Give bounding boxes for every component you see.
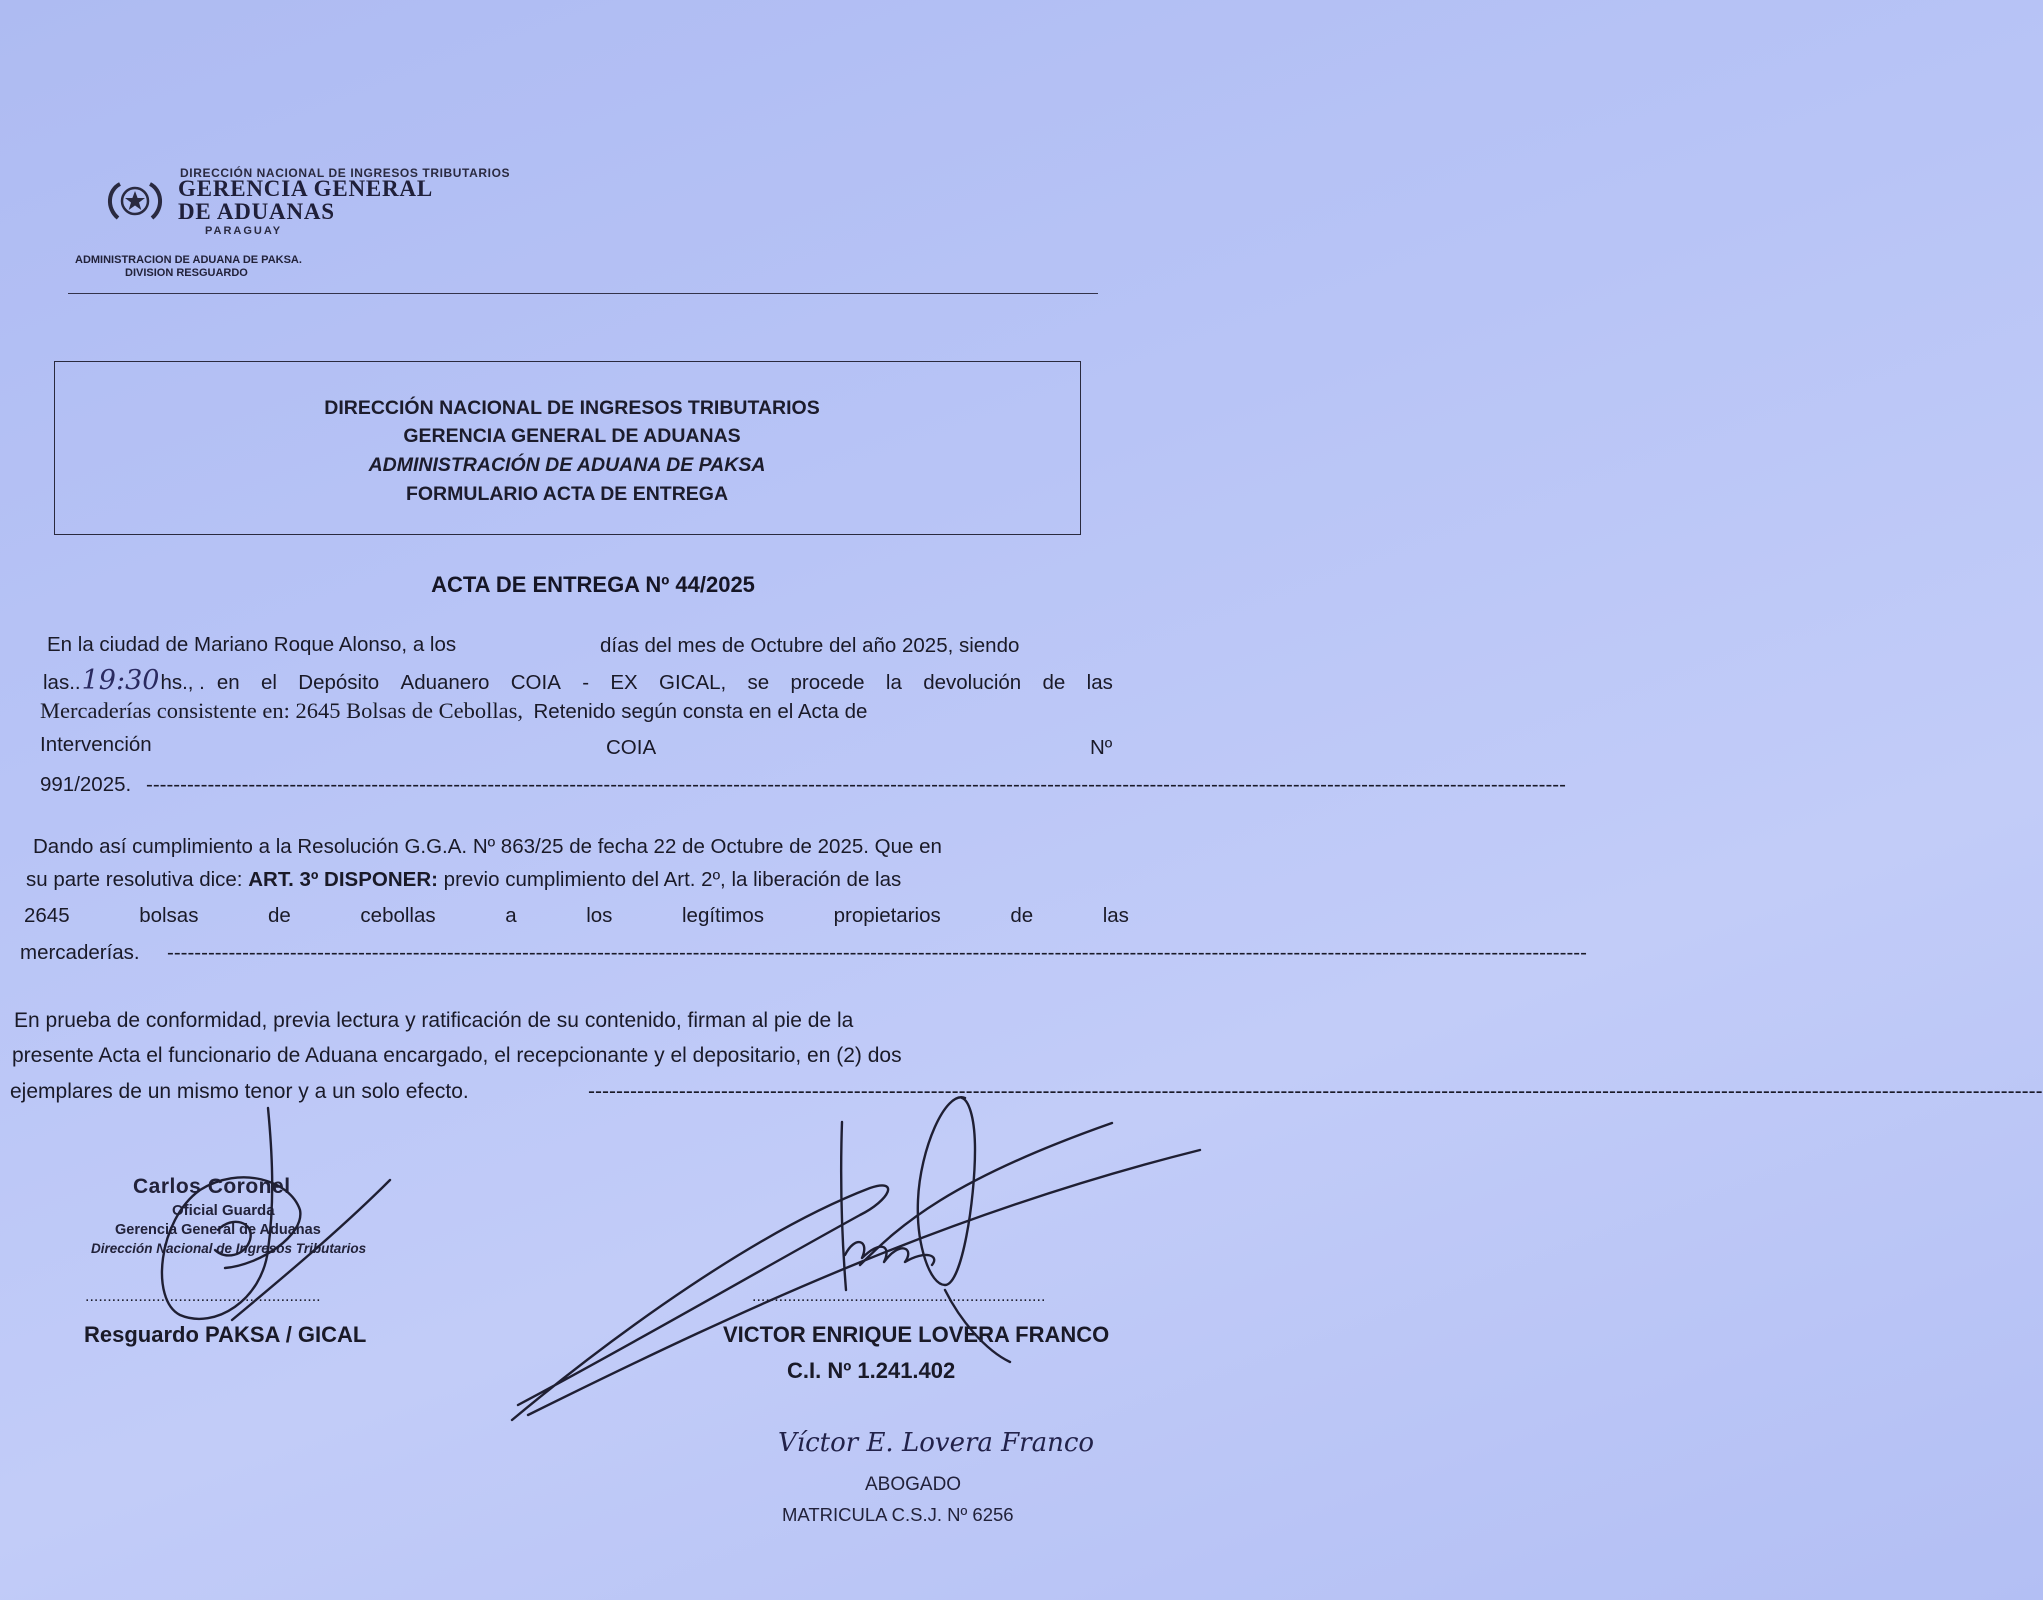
- para1-line2-word: Depósito: [298, 671, 380, 694]
- para2-line3-word: cebollas: [360, 904, 436, 927]
- right-signature-name: VICTOR ENRIQUE LOVERA FRANCO: [723, 1322, 1110, 1347]
- para2-line3-word: bolsas: [139, 904, 199, 927]
- para2-line2-bold: ART. 3º DISPONER:: [248, 868, 438, 891]
- para1-line2-word: de: [1042, 671, 1066, 694]
- right-signature-cross: [860, 1123, 1112, 1265]
- header-line-2: GERENCIA GENERAL DE ADUANAS: [403, 425, 741, 447]
- para1-line2-word: procede: [790, 671, 865, 694]
- header-line-1: DIRECCIÓN NACIONAL DE INGRESOS TRIBUTARIOS: [324, 397, 820, 419]
- left-signature-stroke: [232, 1180, 390, 1320]
- para1-line2-word: EX: [610, 671, 638, 694]
- letterhead-admin-line2: DIVISION RESGUARDO: [125, 267, 248, 279]
- para1-line2-word: -: [582, 671, 590, 694]
- para2-line2-b: previo cumplimiento del Art. 2º, la liberación de las: [443, 868, 902, 891]
- handwritten-time: 19:30: [81, 665, 160, 696]
- para2-line2-a: su parte resolutiva dice:: [26, 868, 243, 891]
- para1-line2-word: en: [216, 671, 240, 694]
- para3-line1: En prueba de conformidad, previa lectura y ratificación de su contenido, firman al pie de la: [14, 1009, 854, 1032]
- para1-line2-word: COIA: [510, 671, 561, 694]
- para1-line2-word: se: [747, 671, 770, 694]
- para2-line4: mercaderías.: [20, 941, 140, 964]
- left-signature-loop: [215, 1222, 251, 1256]
- right-stamp-matricula: MATRICULA C.S.J. Nº 6256: [782, 1504, 1014, 1525]
- letterhead-country: PARAGUAY: [205, 225, 283, 237]
- right-stamp-script: Víctor E. Lovera Franco: [778, 1428, 1095, 1458]
- para1-line4c: Nº: [1090, 736, 1113, 759]
- para1-line4b: COIA: [606, 736, 657, 759]
- para1-line2-prefix: las: [43, 671, 70, 694]
- para1-line3-serif: Mercaderías consistente en: 2645 Bolsas de Cebollas,: [40, 698, 524, 723]
- left-stamp-org1: Gerencia General de Aduanas: [115, 1222, 321, 1238]
- para1-line2-word: Aduanero: [400, 671, 490, 694]
- para2-line3-word: a: [505, 904, 517, 927]
- para3-line3: ejemplares de un mismo tenor y a un solo efecto.: [10, 1080, 469, 1103]
- left-stamp-org2: Dirección Nacional de Ingresos Tributarios: [91, 1241, 367, 1256]
- right-signature-line: ..................................................................: [752, 1288, 1046, 1305]
- para3-dash-fill: ----------------------------------------------------------------------------------------------------------------------------------------------------------------------------------------------------------------: [588, 1080, 2043, 1103]
- para2-line3-word: 2645: [24, 904, 70, 927]
- letterhead-name-line1: GERENCIA GENERAL: [178, 176, 433, 201]
- para1-line5: 991/2025.: [40, 773, 132, 796]
- para3-line2: presente Acta el funcionario de Aduana encargado, el recepcionante y el depositario, en (2) dos: [12, 1044, 902, 1067]
- para1-line2-hs: hs., .: [160, 671, 205, 694]
- para1-line1b: días del mes de Octubre del año 2025, siendo: [600, 634, 1020, 657]
- letterhead-admin-line1: ADMINISTRACION DE ADUANA DE PAKSA.: [75, 254, 302, 266]
- para1-line1a: En la ciudad de Mariano Roque Alonso, a los: [47, 633, 457, 656]
- left-signature-line: .....................................................: [85, 1288, 321, 1305]
- para1-line2-word: devolución: [923, 671, 1022, 694]
- para2-dash-fill: ----------------------------------------------------------------------------------------------------------------------------------------------------------------------------------------------------------------: [167, 941, 1587, 964]
- para2-line3-word: legítimos: [682, 904, 765, 927]
- right-stamp-title: ABOGADO: [865, 1474, 962, 1495]
- right-signature-upper-stroke: [841, 1122, 846, 1290]
- para2-line3-word: propietarios: [833, 904, 941, 927]
- para1-line2-word: las: [1086, 671, 1113, 694]
- para1-line2-word: la: [885, 671, 902, 694]
- para2-line3-word: las: [1102, 904, 1129, 927]
- right-signature-main-stroke: [512, 1185, 888, 1420]
- para1-dash-fill: ----------------------------------------------------------------------------------------------------------------------------------------------------------------------------------------------------------------: [146, 773, 1566, 796]
- right-signature-loop: [918, 1097, 975, 1285]
- left-signature-label: Resguardo PAKSA / GICAL: [84, 1322, 367, 1347]
- para1-line2-dots: ..: [69, 671, 81, 694]
- left-stamp-role: Oficial Guarda: [172, 1202, 275, 1219]
- para1-line2-word: GICAL,: [659, 671, 727, 694]
- para2-line3-word: de: [1010, 904, 1034, 927]
- letterhead-top-line: DIRECCIÓN NACIONAL DE INGRESOS TRIBUTARIOS: [180, 166, 511, 180]
- left-stamp-name: Carlos Coronel: [133, 1175, 291, 1198]
- letterhead-name-line2: DE ADUANAS: [178, 199, 335, 224]
- right-signature-tail: [945, 1290, 1010, 1362]
- para1-line2-word: el: [261, 671, 277, 694]
- para2-line3-word: los: [586, 904, 613, 927]
- left-signature-scribble: [162, 1108, 300, 1319]
- right-signature-ci: C.I. Nº 1.241.402: [787, 1358, 956, 1383]
- header-line-3: ADMINISTRACIÓN DE ADUANA DE PAKSA: [368, 454, 766, 476]
- para2-line3-word: de: [268, 904, 291, 927]
- acta-title: ACTA DE ENTREGA Nº 44/2025: [431, 572, 755, 597]
- para1-line3-rest: Retenido según consta en el Acta de: [533, 700, 868, 723]
- para2-line1: Dando así cumplimiento a la Resolución G.G.A. Nº 863/25 de fecha 22 de Octubre de 2025. Que en: [33, 835, 942, 858]
- header-line-4: FORMULARIO ACTA DE ENTREGA: [405, 483, 729, 505]
- para1-line4a: Intervención: [40, 733, 152, 756]
